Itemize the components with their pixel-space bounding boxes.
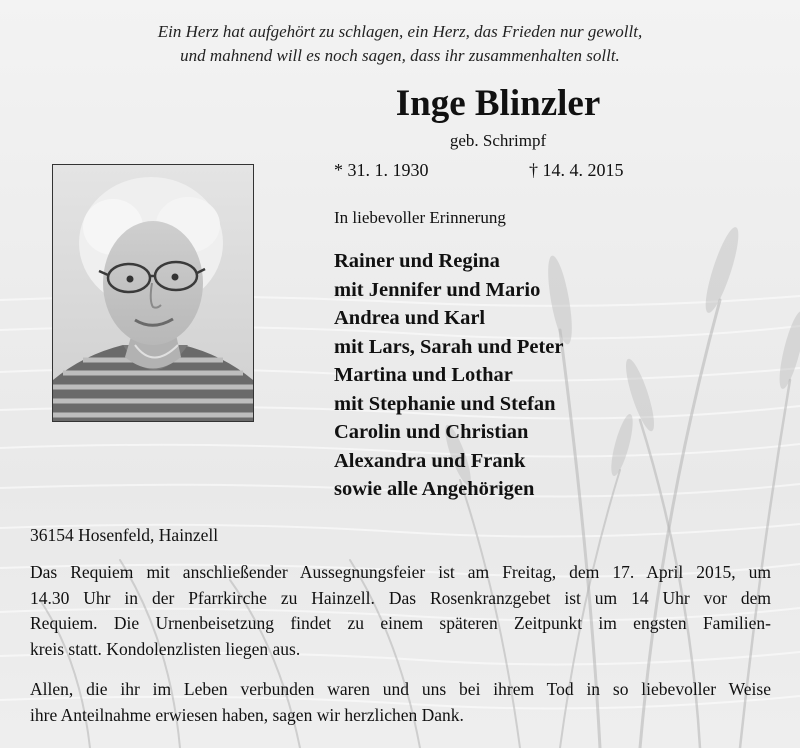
mourners-list — [334, 247, 563, 504]
mourner-line: sowie alle Angehörigen — [334, 478, 535, 500]
mourner-line: Andrea und Karl — [334, 307, 486, 329]
mourner-line: mit Stephanie und Stefan — [334, 392, 556, 415]
maiden-name: geb. Schrimpf — [449, 131, 547, 150]
memorial-quote — [0, 20, 800, 68]
service-details-paragraph — [30, 560, 771, 662]
mourner-line: Alexandra und Frank — [334, 449, 526, 472]
paragraph-line: 14.30 Uhr in der Pfarrkirche zu Hainzell. Das Rosenkranzgebet ist um 14 Uhr vor dem — [30, 587, 771, 608]
paragraph-line: Allen, die ihr im Leben verbunden waren und uns bei ihrem Tod in so liebevoller Weise — [30, 679, 771, 699]
mourner-line: Martina und Lothar — [334, 364, 513, 386]
mourner-line: Rainer und Regina — [334, 250, 500, 272]
deceased-name: Inge Blinzler — [395, 83, 601, 124]
paragraph-line: ihre Anteilnahme erwiesen haben, sagen wir herzlichen Dank. — [30, 704, 464, 725]
memory-line: In liebevoller Erinnerung — [334, 208, 506, 227]
mourner-line: Carolin und Christian — [334, 421, 529, 443]
death-date: † 14. 4. 2015 — [529, 160, 624, 180]
mourner-line: mit Jennifer und Mario — [334, 278, 541, 301]
thanks-paragraph — [30, 677, 771, 728]
paragraph-line: kreis statt. Kondolenzlisten liegen aus. — [30, 638, 301, 659]
mourner-line: mit Lars, Sarah und Peter — [334, 335, 564, 358]
paragraph-line: Requiem. Die Urnenbeisetzung findet zu einem späteren Zeitpunkt im engsten Familien- — [30, 613, 771, 633]
portrait-photo — [52, 164, 254, 422]
paragraph-line: Das Requiem mit anschließender Aussegnungsfeier ist am Freitag, dem 17. April 2015, um — [30, 562, 771, 582]
birth-date: * 31. 1. 1930 — [334, 160, 429, 180]
quote-line-2: und mahnend will es noch sagen, dass ihr zusammenhalten sollt. — [180, 46, 620, 65]
quote-line-1: Ein Herz hat aufgehört zu schlagen, ein Herz, das Frieden nur gewollt, — [157, 22, 643, 41]
family-location: 36154 Hosenfeld, Hainzell — [30, 525, 219, 545]
